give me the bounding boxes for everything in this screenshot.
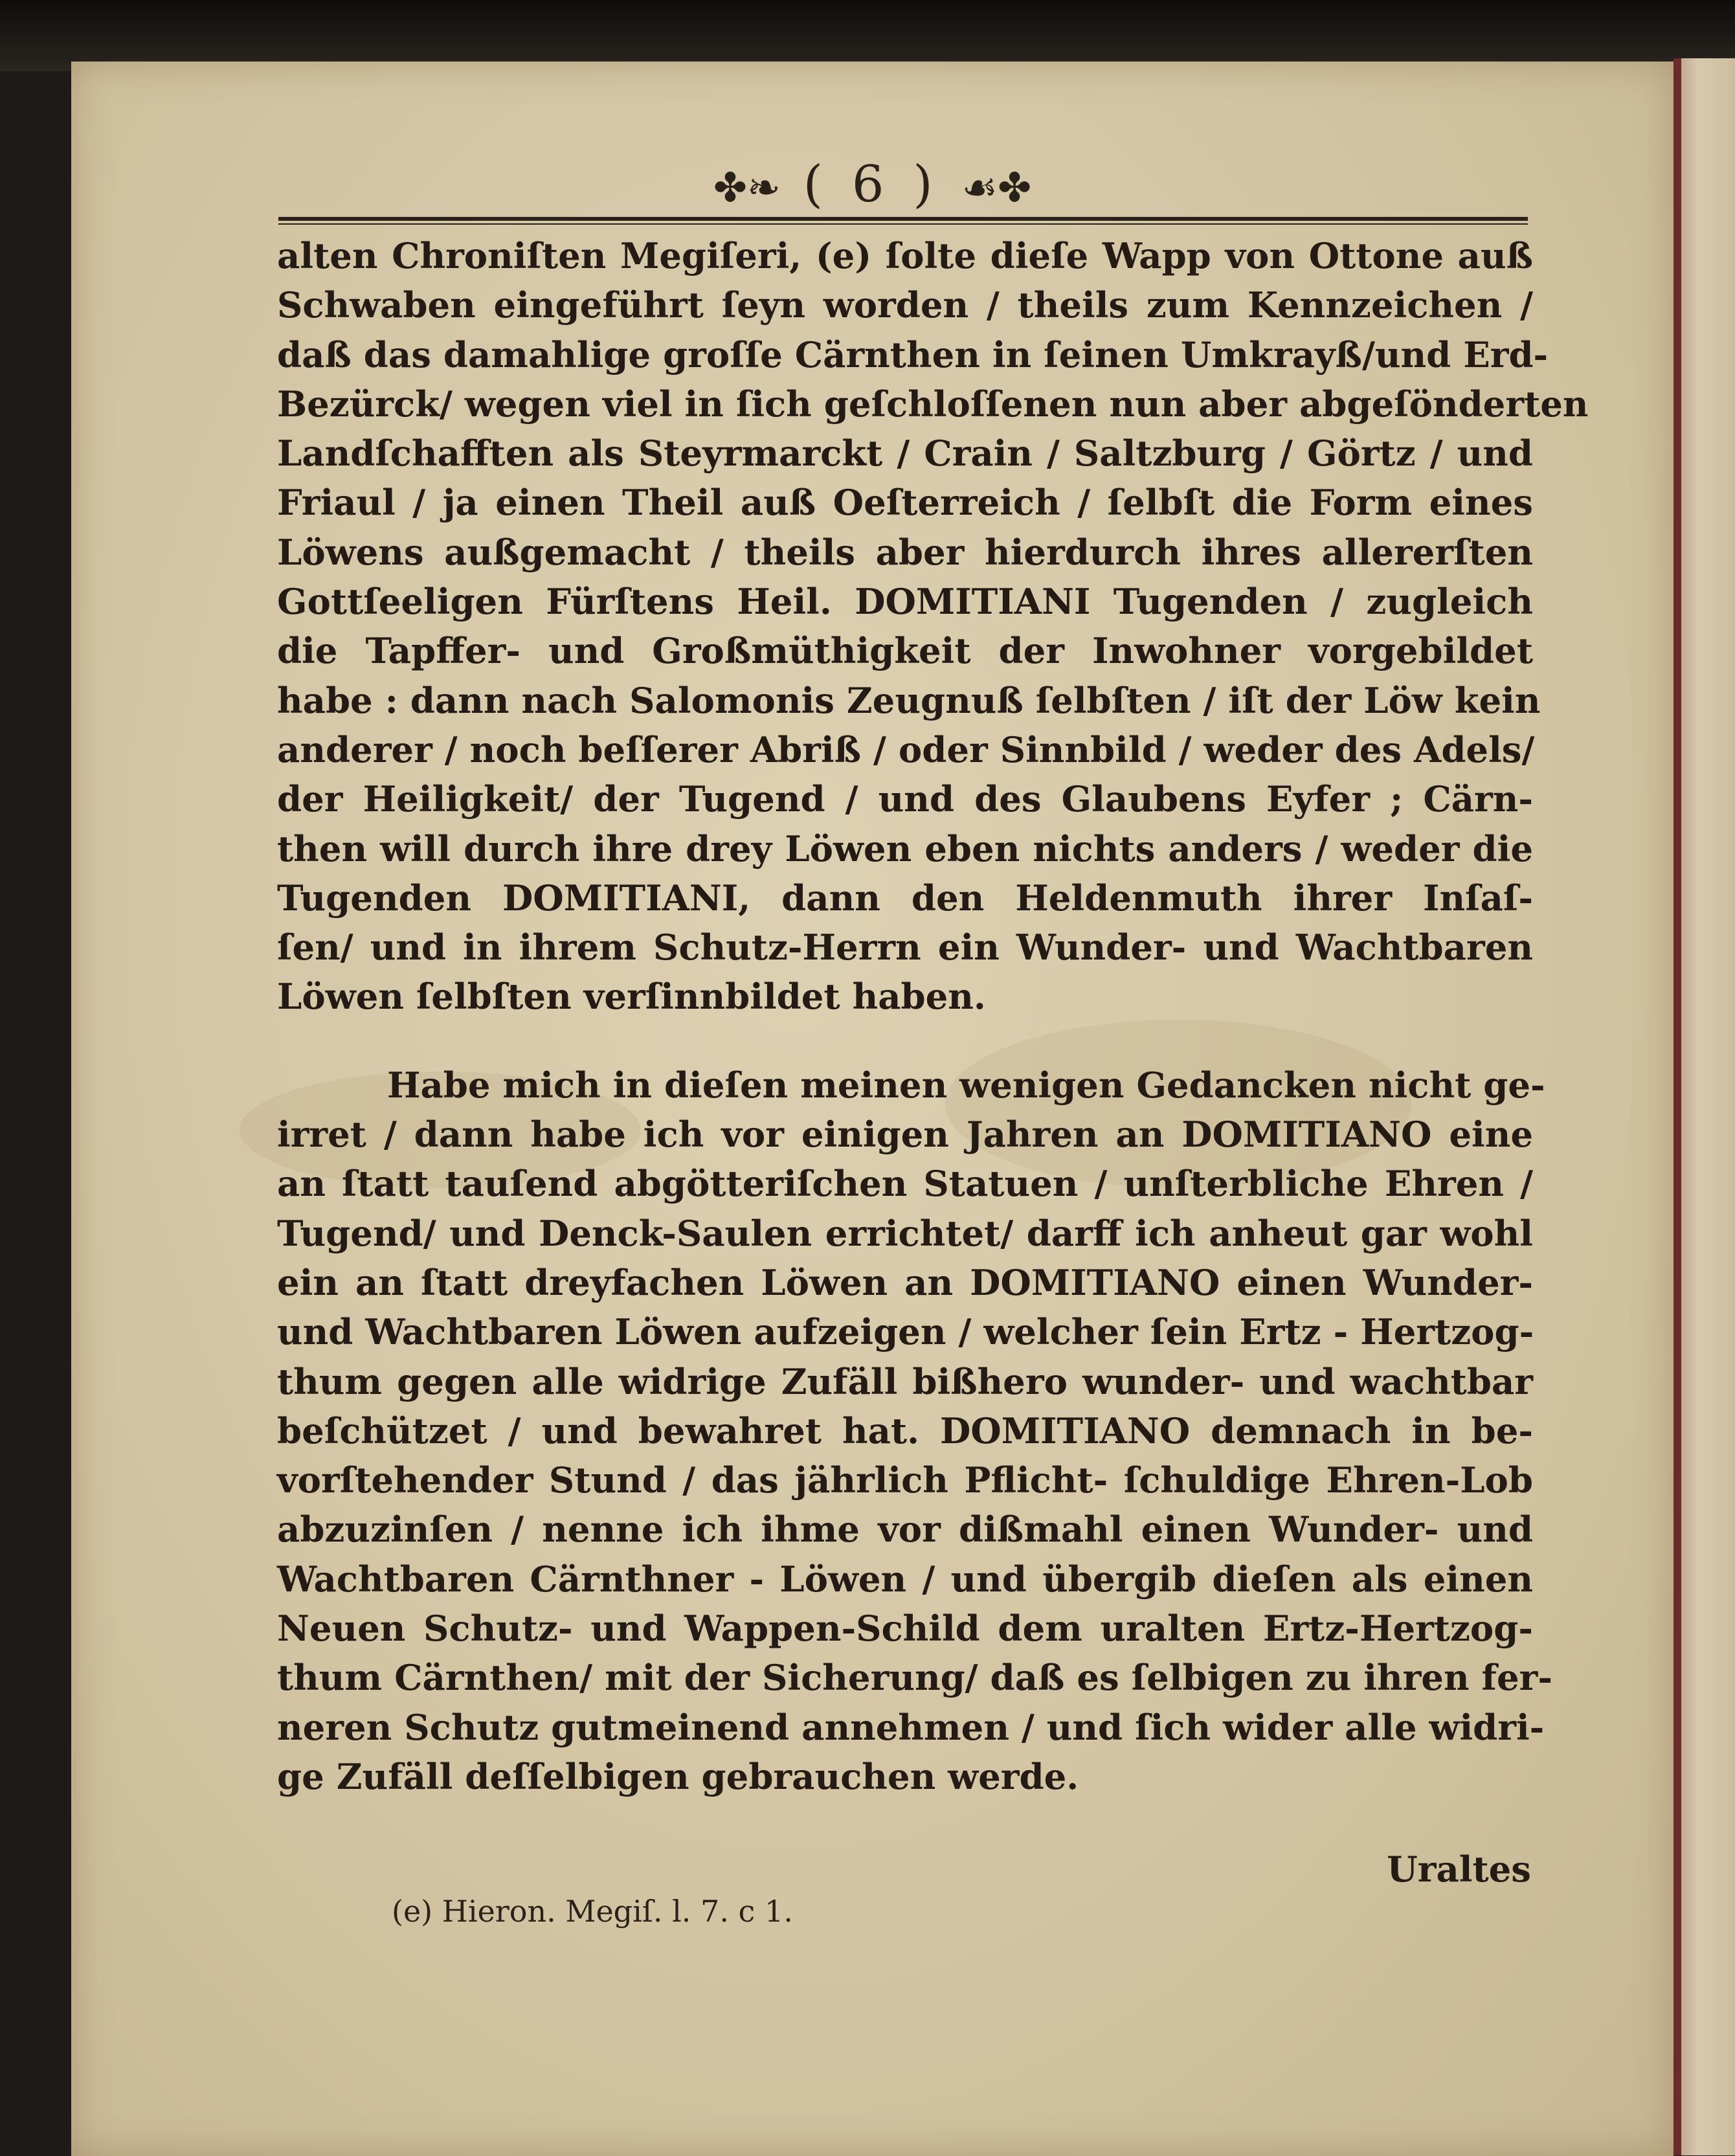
- text-line: Habe mich in dieſen meinen wenigen Gedancken nicht ge-: [387, 1064, 1545, 1106]
- text-line: ge Zufäll deſſelbigen gebrauchen werde.: [277, 1755, 1079, 1797]
- text-line: Landſchafften als Steyrmarckt / Crain / Saltzburg / Görtz / und: [277, 432, 1533, 475]
- text-line: Friaul / ja einen Theil auß Oeſterreich / ſelbſt die Form eines: [277, 482, 1533, 524]
- scan-background: [0, 0, 1735, 71]
- page-number: ( 6 ): [803, 155, 939, 214]
- text-line: an ſtatt tauſend abgötteriſchen Statuen / unſterbliche Ehren /: [277, 1163, 1533, 1205]
- text-line: ſen/ und in ihrem Schutz-Herrn ein Wunder- und Wachtbaren: [277, 926, 1533, 969]
- text-line: beſchützet / und bewahret hat. DOMITIANO demnach in be-: [277, 1409, 1533, 1452]
- text-line: habe : dann nach Salomonis Zeugnuß ſelbſten / iſt der Löw kein: [277, 679, 1541, 721]
- text-line: thum gegen alle widrige Zufäll bißhero wunder- und wachtbar: [277, 1360, 1533, 1402]
- text-line: daß das damahlige groſſe Cärnthen in ſeinen Umkrayß/und Erd-: [277, 333, 1549, 376]
- body-text: [277, 231, 1589, 1801]
- catchword: Uraltes: [1387, 1848, 1531, 1890]
- text-line: vorſtehender Stund / das jährlich Pflicht- ſchuldige Ehren-Lob: [277, 1459, 1533, 1501]
- footnote: (e) Hieron. Megiſ. l. 7. c 1.: [392, 1894, 793, 1929]
- text-line: und Wachtbaren Löwen aufzeigen / welcher ſein Ertz - Hertzog-: [277, 1311, 1534, 1353]
- binding-thread: [1673, 58, 1681, 2155]
- text-line: anderer / noch beſſerer Abriß / oder Sinnbild / weder des Adels/: [277, 728, 1535, 770]
- text-line: der Heiligkeit/ der Tugend / und des Glaubens Eyfer ; Cärn-: [277, 778, 1533, 820]
- text-line: Löwens außgemacht / theils aber hierdurch ihres allererſten: [277, 531, 1533, 573]
- text-line: Löwen ſelbſten verſinnbildet haben.: [277, 976, 986, 1018]
- ornament-left-icon: ✤❧: [713, 164, 781, 211]
- text-line: Wachtbaren Cärnthner - Löwen / und übergib dieſen als einen: [277, 1558, 1533, 1600]
- header-rule-thin: [278, 223, 1528, 225]
- text-line: alten Chroniſten Megiſeri, (e) ſolte dieſe Wapp von Ottone auß: [277, 235, 1533, 276]
- facing-page-edge: [1673, 58, 1735, 2155]
- text-line: die Tapffer- und Großmüthigkeit der Inwohner vorgebildet: [277, 630, 1533, 672]
- text-line: abzuzinſen / nenne ich ihme vor dißmahl einen Wunder- und: [277, 1509, 1533, 1551]
- text-line: Tugend/ und Denck-Saulen errichtet/ darff ich anheut gar wohl: [277, 1212, 1533, 1254]
- book-page: [71, 62, 1673, 2156]
- paragraph-gap: [277, 1022, 1533, 1061]
- page-header: [71, 155, 1673, 214]
- header-rule: [278, 217, 1528, 221]
- paragraph: [277, 1061, 1553, 1801]
- text-line: ein an ſtatt dreyfachen Löwen an DOMITIANO einen Wunder-: [277, 1261, 1533, 1303]
- text-line: neren Schutz gutmeinend annehmen / und ſich wider alle widri-: [277, 1706, 1545, 1748]
- text-line: Tugenden DOMITIANI, dann den Heldenmuth ihrer Inſaſ-: [277, 877, 1533, 919]
- text-line: Schwaben eingeführt ſeyn worden / theils zum Kennzeichen /: [277, 284, 1533, 326]
- text-line: Bezürck/ wegen viel in ſich geſchloſſenen nun aber abgeſönderten: [277, 383, 1589, 425]
- text-line: then will durch ihre drey Löwen eben nichts anders / weder die: [277, 827, 1533, 870]
- text-line: thum Cärnthen/ mit der Sicherung/ daß es ſelbigen zu ihren fer-: [277, 1657, 1553, 1699]
- text-line: Gottſeeligen Fürſtens Heil. DOMITIANI Tugenden / zugleich: [277, 581, 1533, 623]
- text-line: Neuen Schutz- und Wappen-Schild dem uralten Ertz-Hertzog-: [277, 1608, 1533, 1650]
- text-line: irret / dann habe ich vor einigen Jahren an DOMITIANO eine: [277, 1114, 1533, 1156]
- paragraph: [277, 231, 1589, 1022]
- ornament-right-icon: ☙✤: [961, 164, 1032, 211]
